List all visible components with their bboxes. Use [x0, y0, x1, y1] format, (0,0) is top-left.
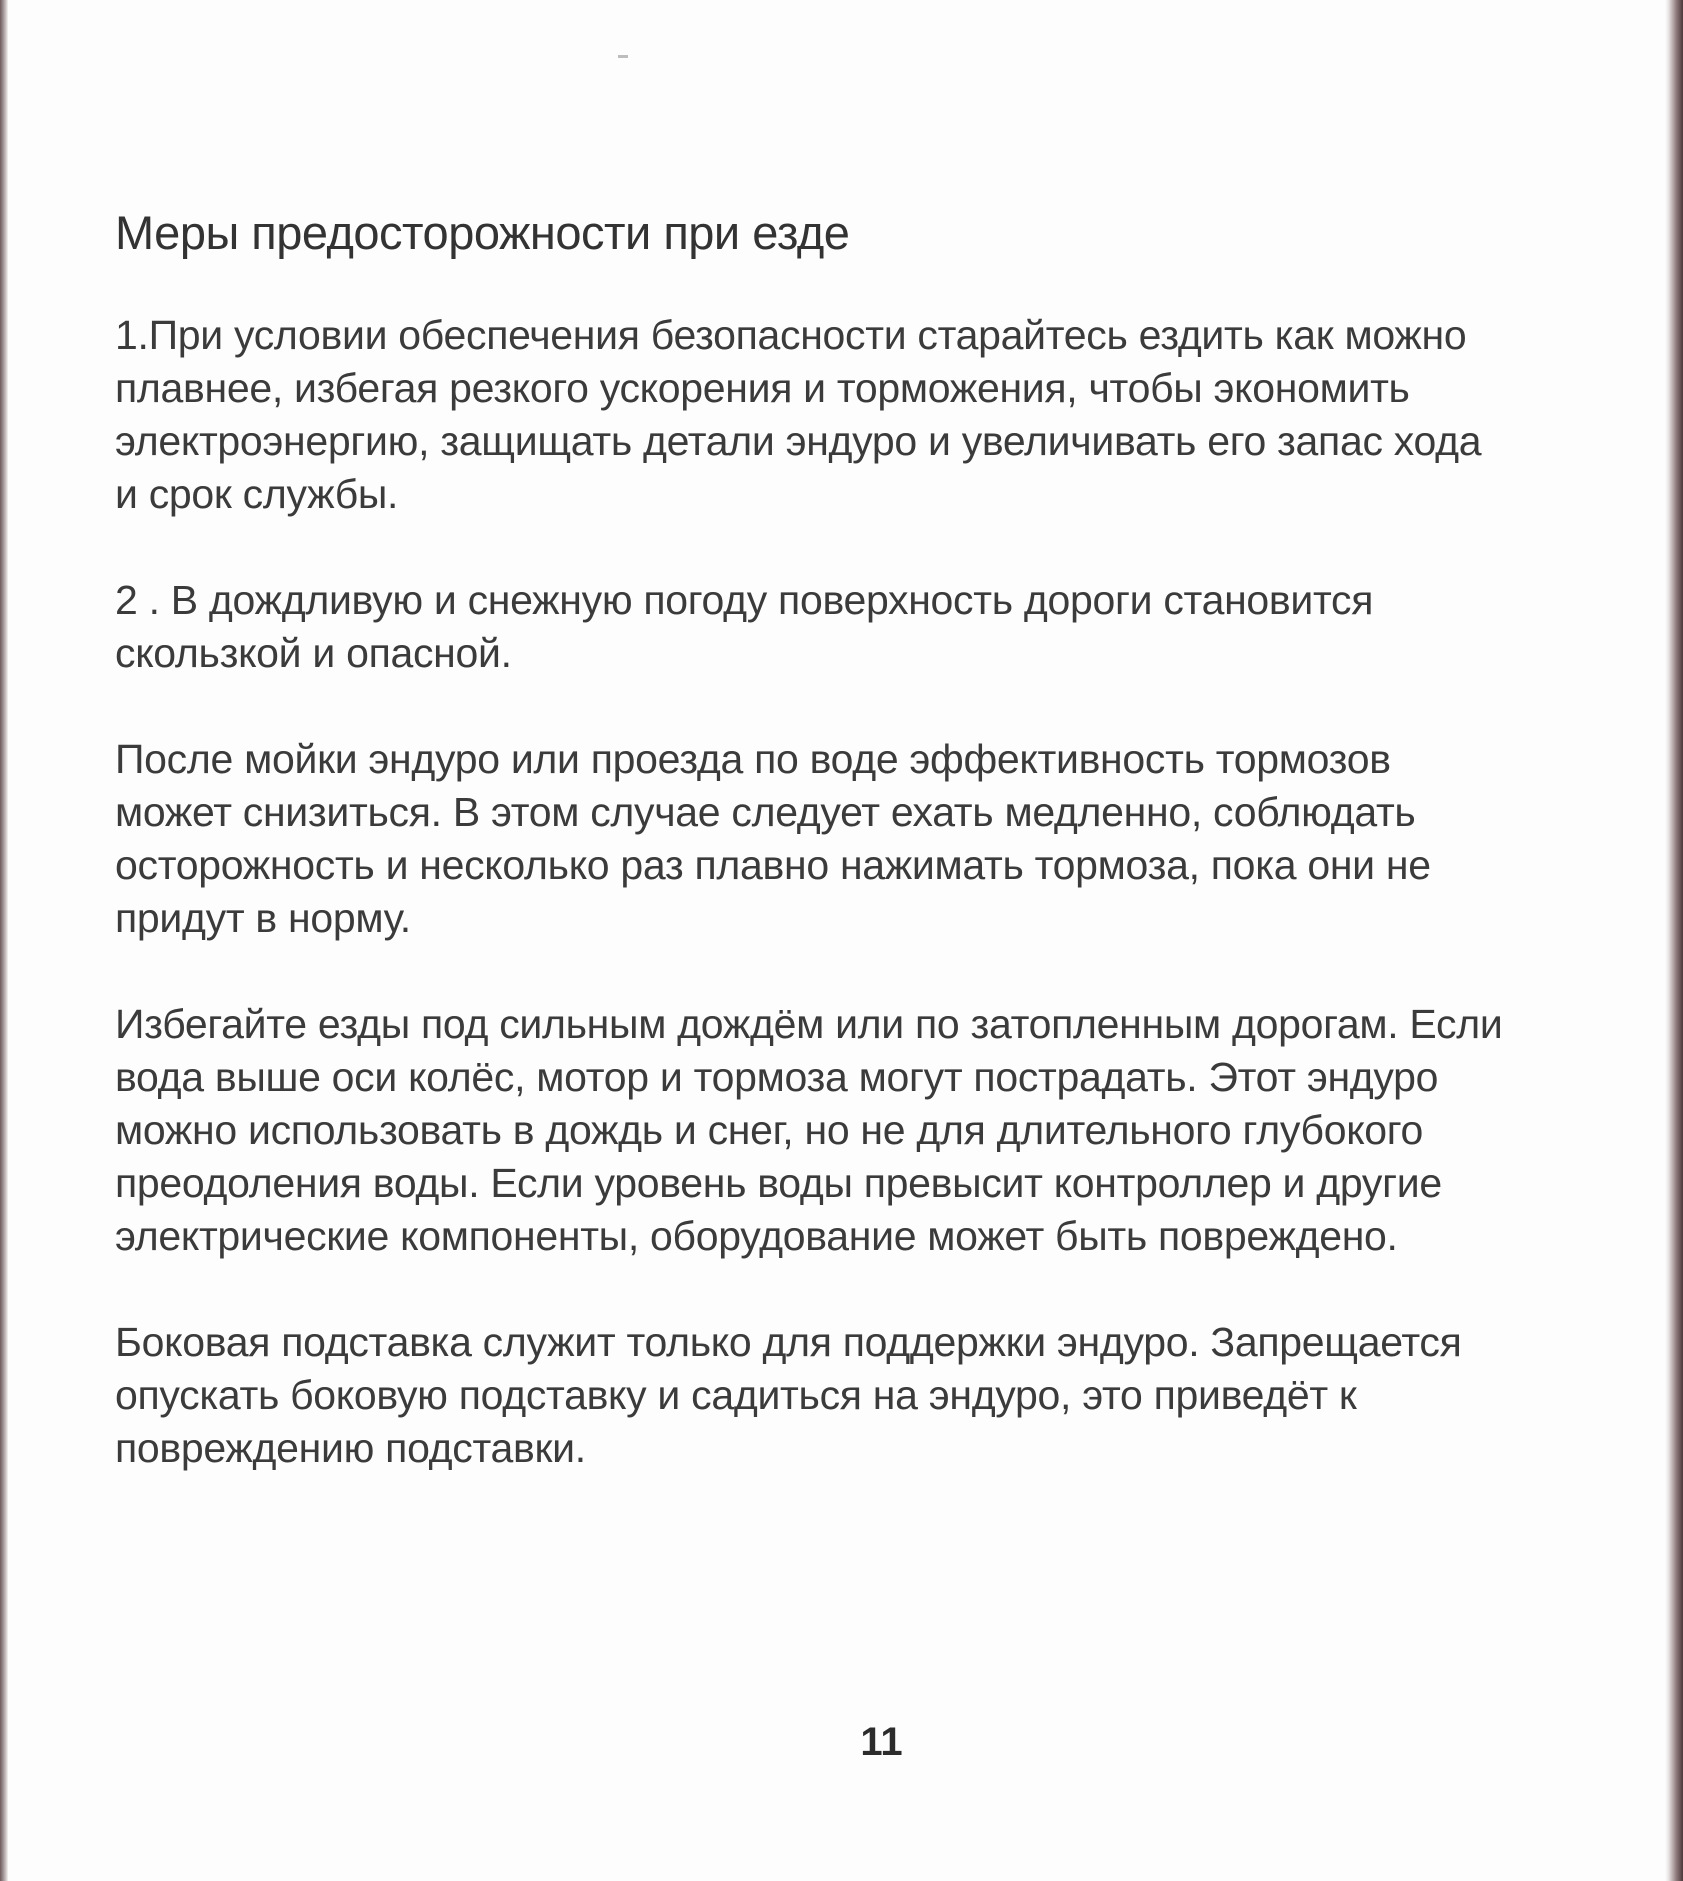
paragraph-4: Избегайте езды под сильным дождём или по затопленным дорогам. Если вода выше оси колёс, мотор и тормоза могут пострадать. Этот эндуро можно использовать в дождь и снег, но не для длительного глубокого преодоления воды. Если уровень воды превысит контроллер и другие электрические компоненты, оборудование может быть повреждено.: [115, 1001, 1503, 1259]
paragraph-2: 2 . В дождливую и снежную погоду поверхность дороги становится скользкой и опасной.: [115, 577, 1374, 676]
paragraph-1: 1.При условии обеспечения безопасности старайтесь ездить как можно плавнее, избегая резкого ускорения и торможения, чтобы экономить электроэнергию, защищать детали эндуро и увеличивать его запас хода и срок службы.: [115, 312, 1482, 517]
page-number: 11: [860, 1720, 903, 1764]
section-heading: Меры предосторожности при езде: [115, 206, 850, 259]
print-mark: [618, 55, 628, 58]
page-content: [115, 205, 1675, 1528]
paragraph-5: Боковая подставка служит только для поддержки эндуро. Запрещается опускать боковую подставку и садиться на эндуро, это приведёт к повреждению подставки.: [115, 1319, 1462, 1471]
paper-left-edge: [0, 0, 8, 1881]
paragraph-3: После мойки эндуро или проезда по воде эффективность тормозов может снизиться. В этом случае следует ехать медленно, соблюдать осторожность и несколько раз плавно нажимать тормоза, пока они не придут в норму.: [115, 736, 1431, 941]
